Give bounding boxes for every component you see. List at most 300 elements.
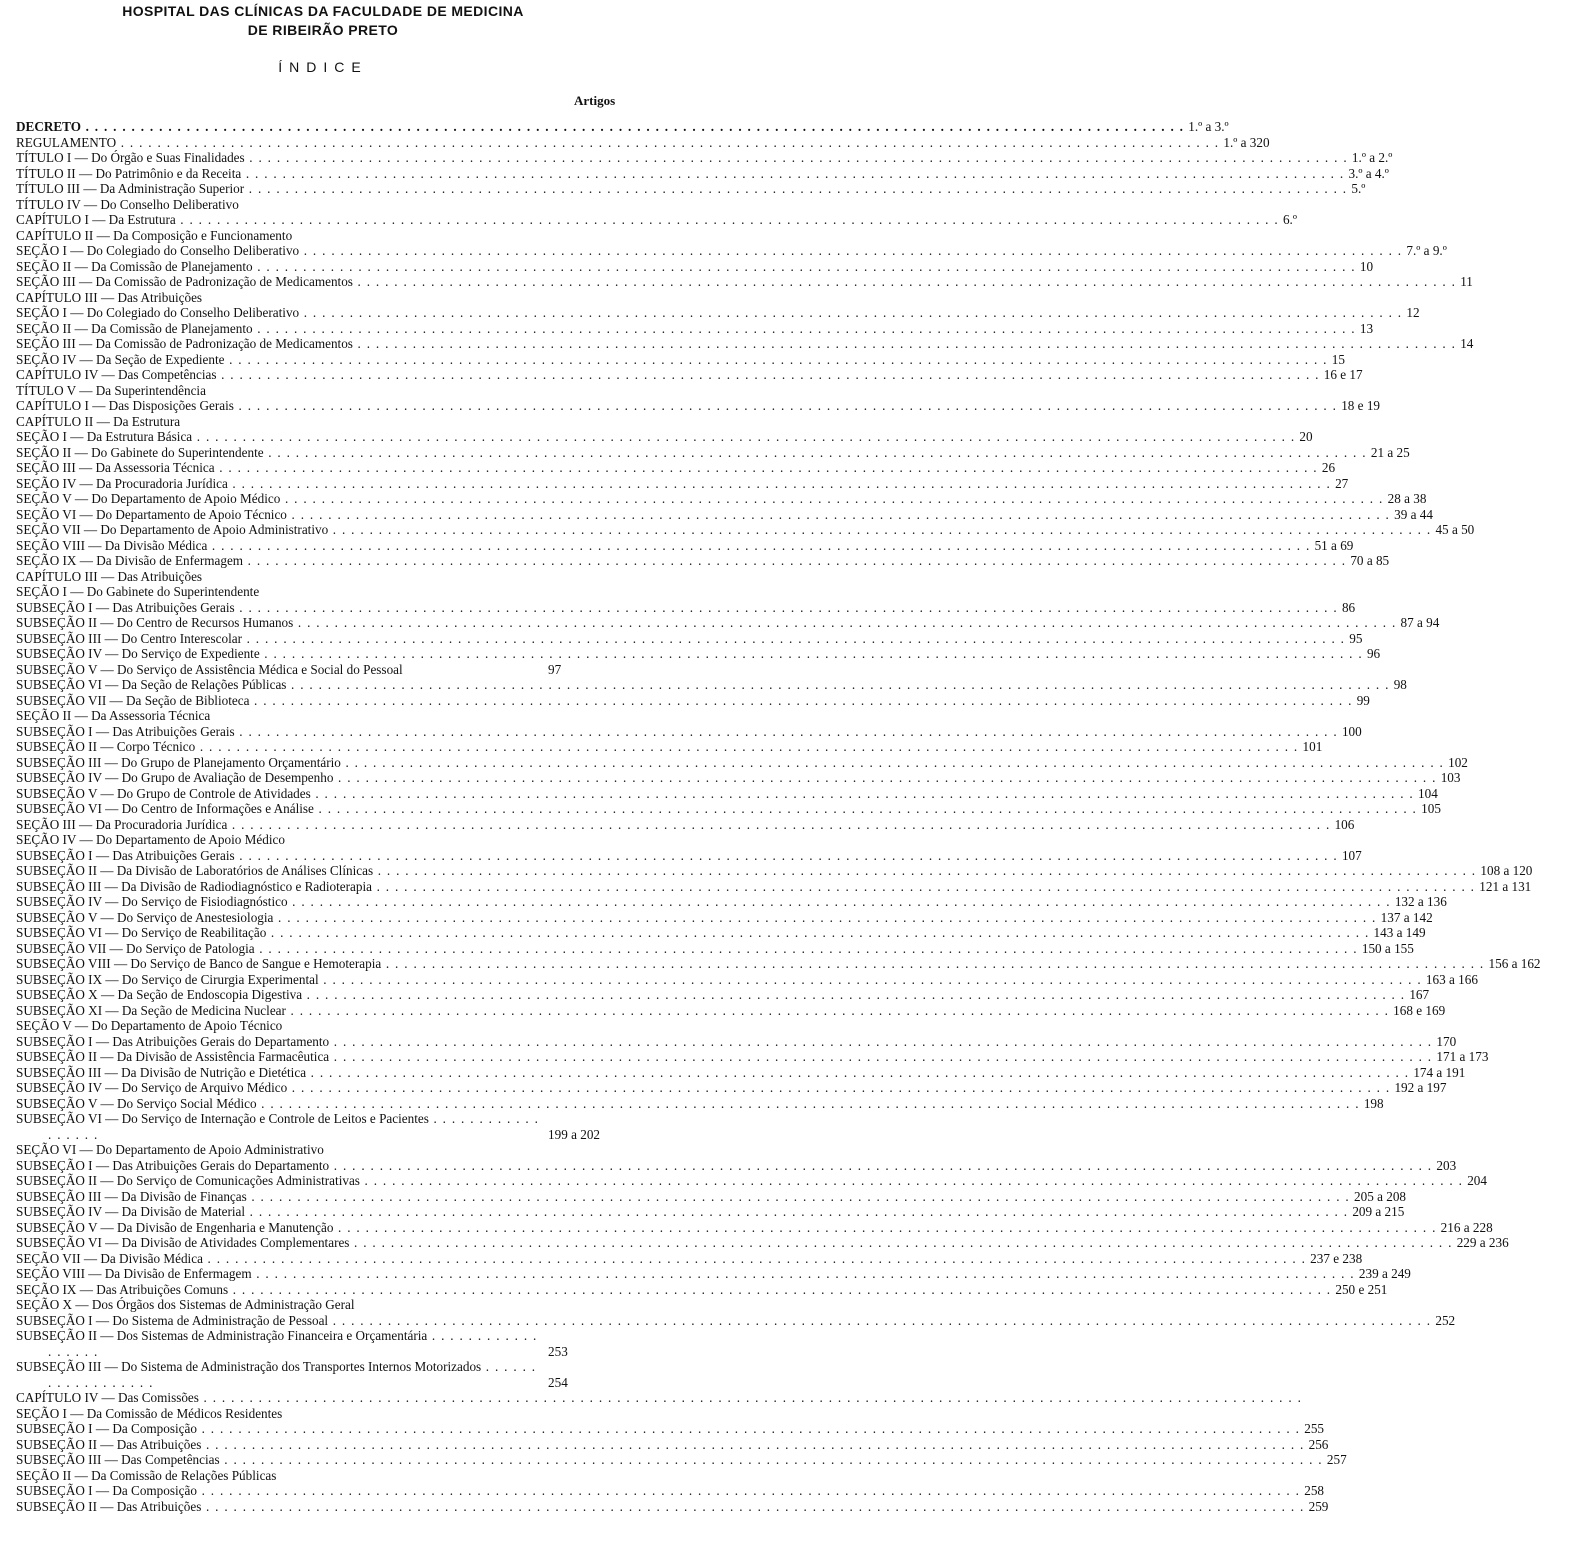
toc-entry-label bbox=[16, 1034, 1432, 1050]
toc-entry-text: SUBSEÇÃO I — Do Sistema de Administração de Pessoal bbox=[16, 1312, 329, 1328]
leader-dots: . . . . . . . . . . . . . . . . . . . . . . . . . . . . . . . . . . . . . . . . . . . . . . . . . . . . . . . . . . . . . . . . . . . . . . . . . . . . . . . . . . . . . . . . . . . . . . . . . . . . . . . . . . . . . . . . . . . . . . . . bbox=[293, 615, 1397, 630]
toc-entry bbox=[16, 351, 1345, 368]
toc-entry bbox=[16, 119, 1229, 135]
toc-entry-text: SEÇÃO IX — Das Atribuições Comuns bbox=[16, 1281, 229, 1297]
toc-entry-label bbox=[16, 135, 1219, 151]
articles-column-label: Artigos bbox=[574, 93, 616, 108]
toc-entry bbox=[16, 212, 1297, 228]
toc-entry-label bbox=[16, 166, 1344, 182]
toc-entry-articles: 15 bbox=[1331, 351, 1345, 367]
toc-entry-label bbox=[16, 460, 1318, 476]
toc-entry-articles: 192 a 197 bbox=[1394, 1080, 1447, 1095]
toc-entry-label bbox=[16, 848, 1338, 864]
toc-entry-text: DECRETO bbox=[16, 119, 81, 134]
toc-entry-label bbox=[16, 491, 1384, 507]
leader-dots: . . . . . . . . . . . . . . . . . . . . . . . . . . . . . . . . . . . . . . . . . . . . . . . . . . . . . . . . . . . . . . . . . . . . . . . . . . . . . . . . . . . . . . . . . . . . . . . . . . . . . . . . . . . . . . . . . . . . . . . . bbox=[196, 1421, 1301, 1436]
toc-entry-label bbox=[16, 1189, 1350, 1205]
toc-entry-label bbox=[16, 770, 1437, 786]
toc-entry-label bbox=[16, 445, 1367, 461]
toc-entry-label bbox=[16, 119, 1184, 135]
toc-entry-label bbox=[16, 429, 1295, 445]
toc-entry-text: TÍTULO III — Da Administração Superior bbox=[16, 181, 245, 196]
leader-dots: . . . . . . . . . . . . . . . . . . . . . . . . . . . . . . . . . . . . . . . . . . . . . . . . . . . . . . . . . . . . . . . . . . . . . . . . . . . . . . . . . . . . . . . . . . . . . . . . . . . . . . . . . . . . . . . . . . . . . . . . bbox=[233, 398, 1338, 413]
toc-entry-label bbox=[16, 739, 1299, 755]
toc-entry bbox=[16, 1406, 640, 1422]
toc-entry-articles: 156 a 162 bbox=[1488, 956, 1541, 971]
toc-entry-text: SUBSEÇÃO VIII — Do Serviço de Banco de Sangue e Hemoterapia bbox=[16, 956, 382, 971]
toc-entry-text: SUBSEÇÃO VI — Do Serviço de Internação e Controle de Leitos e Pacientes bbox=[16, 1111, 429, 1126]
toc-entry-articles: 16 e 17 bbox=[1323, 367, 1363, 382]
toc-entry-label bbox=[16, 181, 1347, 197]
toc-entry-label bbox=[16, 631, 1345, 647]
toc-entry-label bbox=[16, 321, 1356, 337]
toc-entry-label bbox=[16, 1437, 1305, 1453]
toc-entry-articles: 96 bbox=[1366, 646, 1381, 661]
toc-entry-articles: 1.º a 3.º bbox=[1188, 119, 1229, 134]
toc-entry-text: SEÇÃO VII — Do Departamento de Apoio Administrativo bbox=[16, 522, 329, 537]
toc-entry-label bbox=[16, 538, 1311, 554]
toc-entry bbox=[16, 987, 1430, 1003]
toc-entry-label bbox=[16, 1204, 1348, 1220]
toc-entry-articles: 150 a 155 bbox=[1361, 940, 1414, 956]
toc-entry-label bbox=[16, 956, 1485, 972]
leader-dots: . . . . . . . . . . . . . . . . . . . . . . . . . . . . . . . . . . . . . . . . . . . . . . . . . . . . . . . . . . . . . . . . . . . . . . . . . . . . . . . . . . . . . . . . . . . . . . . . . . . . . . . . . . . . . . . . . . . . . . . . bbox=[328, 522, 1432, 537]
toc-entry-label bbox=[16, 879, 1475, 895]
toc-entry-label bbox=[16, 1499, 1305, 1515]
toc-entry-articles: 252 bbox=[1435, 1312, 1456, 1328]
toc-entry-label bbox=[16, 243, 1402, 259]
toc-entry bbox=[16, 429, 1313, 445]
toc-entry-articles: 105 bbox=[1421, 801, 1441, 816]
toc-entry-text: SUBSEÇÃO II — Da Divisão de Assistência Farmacêutica bbox=[16, 1049, 330, 1064]
toc-entry-articles: 39 a 44 bbox=[1394, 506, 1433, 522]
leader-dots: . . . . . . . . . . . . . . . . . . . . . . . . . . . . . . . . . . . . . . . . . . . . . . . . . . . . . . . . . . . . . . . . . . . . . . . . . . . . . . . . . . . . . . . . . . . . . . . . . . . . . . . . . . . . . . . . . . . . . . . . bbox=[287, 894, 1391, 909]
leader-dots: . . . . . . . . . . . . . . . . . . . . . . . . . . . . . . . . . . . . . . . . . . . . . . . . . . . . . . . . . . . . . . . . . . . . . . . . . . . . . . . . . . . . . . . . . . . . . . . . . . . . . . . . . . . . . . . . . . . . . . . . bbox=[381, 956, 1485, 971]
leader-dots: . . . . . . . . . . . . . . . . . . . . . . . . . . . . . . . . . . . . . . . . . . . . . . . . . . . . . . . . . . . . . . . . . . . . . . . . . . . . . . . . . . . . . . . . . . . . . . . . . . . . . . . . . . . . . . . . . . . . . . . . bbox=[352, 336, 1457, 351]
toc-entry-articles: 101 bbox=[1302, 739, 1323, 754]
toc-entry-label bbox=[16, 259, 1356, 275]
toc-entry-articles: 6.º bbox=[1282, 212, 1297, 227]
leader-dots: . . . . . . . . . . . . . . . . . . . . . . . . . . . . . . . . . . . . . . . . . . . . . . . . . . . . . . . . . . . . . . . . . . . . . . . . . . . . . . . . . . . . . . . . . . . . . . . . . . . . . . . . . . . . . . . . . . . . . . . . bbox=[243, 553, 1347, 568]
toc-entry-articles: 45 a 50 bbox=[1435, 522, 1475, 537]
toc-entry bbox=[16, 584, 640, 600]
toc-entry-text: SEÇÃO III — Da Procuradoria Jurídica bbox=[16, 816, 228, 832]
toc-entry-articles: 137 a 142 bbox=[1380, 909, 1433, 925]
toc-entry-articles: 170 bbox=[1436, 1033, 1457, 1049]
leader-dots: . . . . . . . . . . . . . . . . . . . . . . . . . . . . . . . . . . . . . . . . . . . . . . . . . . . . . . . . . . . . . . . . . . . . . . . . . . . . . . . . . . . . . . . . . . . . . . . . . . . . . . . . . . . . . . . . . . . . . . . . bbox=[201, 1498, 1305, 1514]
toc-entry bbox=[16, 1049, 1489, 1065]
toc-entry-label bbox=[16, 336, 1456, 352]
toc-entry bbox=[16, 1250, 1363, 1267]
toc-entry bbox=[16, 1266, 1411, 1282]
toc-entry-text: SEÇÃO I — Do Gabinete do Superintendente bbox=[16, 584, 260, 599]
toc-entry bbox=[16, 785, 1438, 802]
leader-dots: . . . . . . . . . . . . . . . . . . bbox=[48, 1111, 540, 1142]
toc-entry bbox=[16, 228, 640, 244]
document-title-line-2: DE RIBEIRÃO PRETO bbox=[247, 22, 399, 38]
toc-entry-articles: 121 a 131 bbox=[1479, 878, 1532, 894]
leader-dots: . . . . . . . . . . . . . . . . . . . . . . . . . . . . . . . . . . . . . . . . . . . . . . . . . . . . . . . . . . . . . . . . . . . . . . . . . . . . . . . . . . . . . . . . . . . . . . . . . . . . . . . . . . . . . . . . . . . . . . . . bbox=[299, 243, 1403, 258]
toc-entry-label bbox=[16, 786, 1414, 802]
toc-entry-articles: 100 bbox=[1341, 723, 1362, 739]
document-title-line-1: HOSPITAL DAS CLÍNICAS DA FACULDADE DE MEDICINA bbox=[122, 3, 524, 19]
toc-entry-text: SUBSEÇÃO II — Das Atribuições bbox=[16, 1436, 202, 1452]
leader-dots: . . . . . . . . . . . . . . . . . . . . . . . . . . . . . . . . . . . . . . . . . . . . . . . . . . . . . . . . . . . . . . . . . . . . . . . . . . . . . . . . . . . . . . . . . . . . . . . . . . . . . . . . . . . . . . . . . . . . . . . . bbox=[195, 739, 1299, 754]
toc-entry bbox=[16, 150, 1393, 166]
toc-entry-articles: 51 a 69 bbox=[1314, 537, 1354, 553]
toc-entry-articles: 95 bbox=[1349, 630, 1363, 646]
leader-dots: . . . . . . . . . . . . . . . . . . . . . . . . . . . . . . . . . . . . . . . . . . . . . . . . . . . . . . . . . . . . . . . . . . . . . . . . . . . . . . . . . . . . . . . . . . . . . . . . . . . . . . . . . . . . . . . . . . . . . . . . bbox=[313, 801, 1418, 816]
leader-dots: . . . . . . . . . . . . . . . . . . bbox=[48, 1328, 538, 1359]
toc-entry-text: SEÇÃO IX — Da Divisão de Enfermagem bbox=[16, 553, 244, 568]
toc-entry-label bbox=[16, 1111, 544, 1142]
toc-entry bbox=[16, 677, 1407, 693]
toc-entry-text: SUBSEÇÃO I — Da Composição bbox=[16, 1421, 197, 1436]
toc-entry-text: SUBSEÇÃO III — Do Grupo de Planejamento Orçamentário bbox=[16, 754, 341, 770]
leader-dots: . . . . . . . . . . . . . . . . . . . . . . . . . . . . . . . . . . . . . . . . . . . . . . . . . . . . . . . . . . . . . . . . . . . . . . . . . . . . . . . . . . . . . . . . . . . . . . . . . . . . . . . . . . . . . . . . . . . . . . . . bbox=[252, 320, 1356, 336]
toc-entry-text: SEÇÃO II — Da Comissão de Planejamento bbox=[16, 320, 253, 336]
toc-entry bbox=[16, 723, 1362, 740]
toc-entry-text: TÍTULO II — Do Patrimônio e da Receita bbox=[16, 165, 242, 181]
toc-entry-text: SUBSEÇÃO IV — Do Grupo de Avaliação de Desempenho bbox=[16, 770, 334, 785]
toc-entry-text: SUBSEÇÃO VI — Da Seção de Relações Públicas bbox=[16, 677, 287, 692]
leader-dots: . . . . . . . . . . . . . . . . . . . . . . . . . . . . . . . . . . . . . . . . . . . . . . . . . . . . . . . . . . . . . . . . . . . . . . . . . . . . . . . . . . . . . . . . . . . . . . . . . . . . . . . . . . . . . . . . . . . . . . . . bbox=[259, 646, 1363, 661]
toc-entry-label bbox=[16, 383, 544, 399]
toc-entry-text: SUBSEÇÃO V — Do Grupo de Controle de Atividades bbox=[16, 785, 311, 801]
leader-dots: . . . . . . . . . . . . . . . . . . . . . . . . . . . . . . . . . . . . . . . . . . . . . . . . . . . . . . . . . . . . . . . . . . . . . . . . . . . . . . . . . . . . . . . . . . . . . . . . . . . . . . . . . . . . . . . . . . . . . . . . bbox=[234, 599, 1338, 615]
leader-dots: . . . . . . . . . . . . . . . . . . . . . . . . . . . . . . . . . . . . . . . . . . . . . . . . . . . . . . . . . . . . . . . . . . . . . . . . . . . . . . . . . . . . . . . . . . . . . . . . . . . . . . . . . . . . . . . . . . . . . . . . bbox=[80, 119, 1185, 134]
toc-entry bbox=[16, 197, 640, 213]
toc-entry-text: SEÇÃO VI — Do Departamento de Apoio Técnico bbox=[16, 506, 287, 522]
toc-entry-articles: 258 bbox=[1304, 1483, 1324, 1498]
toc-entry-text: SEÇÃO III — Da Comissão de Padronização de Medicamentos bbox=[16, 336, 353, 351]
toc-entry bbox=[16, 878, 1532, 895]
toc-entry-label bbox=[16, 1328, 544, 1359]
toc-entry-text: SUBSEÇÃO IV — Do Serviço de Expediente bbox=[16, 646, 260, 661]
toc-entry bbox=[16, 1483, 1324, 1499]
toc-entry-label bbox=[16, 1297, 544, 1313]
toc-entry-label bbox=[16, 1468, 544, 1484]
toc-entry-label bbox=[16, 972, 1422, 988]
toc-entry-articles: 205 a 208 bbox=[1354, 1188, 1407, 1204]
toc-entry bbox=[16, 832, 640, 848]
toc-entry-label bbox=[16, 1390, 1302, 1406]
toc-entry-articles: 70 a 85 bbox=[1350, 553, 1390, 568]
toc-entry-label bbox=[16, 476, 1331, 492]
toc-entry-articles: 26 bbox=[1321, 460, 1336, 475]
toc-entry-label bbox=[16, 817, 1331, 833]
toc-entry-articles: 250 e 251 bbox=[1335, 1281, 1388, 1297]
toc-entry-label bbox=[16, 987, 1405, 1003]
toc-entry bbox=[16, 925, 1426, 941]
leader-dots: . . . . . . . . . . . . . . . . . . . . . . . . . . . . . . . . . . . . . . . . . . . . . . . . . . . . . . . . . . . . . . . . . . . . . . . . . . . . . . . . . . . . . . . . . . . . . . . . . . . . . . . . . . . . . . . . . . . . . . . . bbox=[286, 506, 1391, 522]
toc-entry bbox=[16, 367, 1363, 383]
toc-entry-text: CAPÍTULO I — Da Estrutura bbox=[16, 212, 176, 227]
toc-entry-label bbox=[16, 290, 544, 306]
toc-entry bbox=[16, 692, 1370, 709]
leader-dots: . . . . . . . . . . . . . . . . . . . . . . . . . . . . . . . . . . . . . . . . . . . . . . . . . . . . . . . . . . . . . . . . . . . . . . . . . . . . . . . . . . . . . . . . . . . . . . . . . . . . . . . . . . . . . . . . . . . . . . . . bbox=[285, 1002, 1390, 1018]
toc-entry bbox=[16, 1095, 1384, 1112]
toc-entry-text: SUBSEÇÃO VII — Da Seção de Biblioteca bbox=[16, 692, 250, 708]
toc-entry-label bbox=[16, 305, 1402, 321]
toc-entry bbox=[16, 708, 640, 724]
toc-entry-text: SUBSEÇÃO V — Do Serviço de Assistência Médica e Social do Pessoal bbox=[16, 661, 403, 677]
toc-entry-articles: 1.º a 320 bbox=[1223, 134, 1270, 150]
toc-entry-text: SEÇÃO II — Da Assessoria Técnica bbox=[16, 708, 211, 723]
toc-entry bbox=[16, 1002, 1446, 1019]
toc-entry bbox=[16, 506, 1433, 523]
toc-entry-articles: 18 e 19 bbox=[1341, 398, 1381, 413]
toc-entry-label bbox=[16, 584, 544, 600]
toc-entry bbox=[16, 1281, 1388, 1298]
leader-dots: . . . . . . . . . . . . . . . . . . . . . . . . . . . . . . . . . . . . . . . . . . . . . . . . . . . . . . . . . . . . . . . . . . . . . . . . . . . . . . . . . . . . . . . . . . . . . . . . . . . . . . . . . . . . . . . . . . . . . . . . bbox=[359, 1173, 1464, 1188]
toc-entry-label bbox=[16, 1018, 544, 1034]
leader-dots: . . . . . . . . . . . . . . . . . . . . . . . . . . . . . . . . . . . . . . . . . . . . . . . . . . . . . . . . . . . . . . . . . . . . . . . . . . . . . . . . . . . . . . . . . . . . . . . . . . . . . . . . . . . . . . . . . . . . . . . . bbox=[329, 1033, 1433, 1049]
toc-entry-text: SEÇÃO II — Da Comissão de Planejamento bbox=[16, 258, 253, 274]
toc-entry-label bbox=[16, 708, 544, 724]
leader-dots: . . . . . . . . . . . . . . . . . . . . . . . . . . . . . . . . . . . . . . . . . . . . . . . . . . . . . . . . . . . . . . . . . . . . . . . . . . . . . . . . . . . . . . . . . . . . . . . . . . . . . . . . . . . . . . . . . . . . . . . . bbox=[202, 1250, 1307, 1266]
toc-entry bbox=[16, 1312, 1456, 1329]
toc-entry bbox=[16, 770, 1461, 786]
toc-entry-text: SEÇÃO VIII — Da Divisão de Enfermagem bbox=[16, 1266, 252, 1281]
toc-entry-text: TÍTULO V — Da Superintendência bbox=[16, 382, 206, 398]
toc-entry-articles: 107 bbox=[1341, 847, 1362, 863]
toc-entry bbox=[16, 398, 1381, 414]
toc-entry-label bbox=[16, 1173, 1463, 1189]
leader-dots: . . . . . . . . . . . . . . . . . . . . . . . . . . . . . . . . . . . . . . . . . . . . . . . . . . . . . . . . . . . . . . . . . . . . . . . . . . . . . . . . . . . . . . . . . . . . . . . . . . . . . . . . . . . . . . . . . . . . . . . . bbox=[241, 165, 1345, 181]
toc-entry-label bbox=[16, 150, 1348, 166]
toc-entry bbox=[16, 1235, 1509, 1251]
toc-entry-label bbox=[16, 910, 1377, 926]
toc-entry-articles: 167 bbox=[1409, 987, 1430, 1002]
toc-entry-text: TÍTULO IV — Do Conselho Deliberativo bbox=[16, 196, 239, 212]
toc-entry-label bbox=[16, 228, 544, 244]
toc-entry-label bbox=[16, 352, 1328, 368]
toc-entry-text: SEÇÃO V — Do Departamento de Apoio Técnico bbox=[16, 1018, 283, 1033]
toc-entry bbox=[16, 754, 1468, 771]
toc-entry-text: SUBSEÇÃO I — Das Atribuições Gerais bbox=[16, 599, 235, 615]
toc-entry-articles: 209 a 215 bbox=[1352, 1204, 1405, 1219]
leader-dots: . . . . . . . . . . . . . . . . . . . . . . . . . . . . . . . . . . . . . . . . . . . . . . . . . . . . . . . . . . . . . . . . . . . . . . . . . . . . . . . . . . . . . . . . . . . . . . . . . . . . . . . . . . . . . . . . . . . . . . . . bbox=[196, 1483, 1301, 1498]
toc-entry-label bbox=[16, 1313, 1431, 1329]
toc-entry-label bbox=[16, 1421, 1300, 1437]
toc-entry-text: SUBSEÇÃO X — Da Seção de Endoscopia Digestiva bbox=[16, 987, 303, 1002]
leader-dots: . . . . . . . . . . . . . . . . . . . . . . . . . . . . . . . . . . . . . . . . . . . . . . . . . . . . . . . . . . . . . . . . . . . . . . . . . . . . . . . . . . . . . . . . . . . . . . . . . . . . . . . . . . . . . . . . . . . . . . . . bbox=[216, 367, 1320, 382]
toc-entry-text: SUBSEÇÃO IX — Do Serviço de Cirurgia Experimental bbox=[16, 971, 319, 987]
toc-entry-text: SUBSEÇÃO III — Da Divisão de Finanças bbox=[16, 1188, 247, 1204]
toc-entry-label bbox=[16, 1483, 1300, 1499]
toc-entry-text: SEÇÃO VII — Da Divisão Médica bbox=[16, 1250, 203, 1266]
leader-dots: . . . . . . . . . . . . . . . . . . . . . . . . . . . . . . . . . . . . . . . . . . . . . . . . . . . . . . . . . . . . . . . . . . . . . . . . . . . . . . . . . . . . . . . . . . . . . . . . . . . . . . . . . . . . . . . . . . . . . . . . bbox=[373, 863, 1477, 878]
leader-dots: . . . . . . . . . . . . . . . . . . . . . . . . . . . . . . . . . . . . . . . . . . . . . . . . . . . . . . . . . . . . . . . . . . . . . . . . . . . . . . . . . . . . . . . . . . . . . . . . . . . . . . . . . . . . . . . . . . . . . . . . bbox=[299, 305, 1403, 320]
toc-entry-articles: 98 bbox=[1393, 677, 1407, 692]
toc-entry-text: CAPÍTULO IV — Das Competências bbox=[16, 367, 217, 382]
leader-dots: . . . . . . . . . . . . . . . . . . . . . . . . . . . . . . . . . . . . . . . . . . . . . . . . . . . . . . . . . . . . . . . . . . . . . . . . . . . . . . . . . . . . . . . . . . . . . . . . . . . . . . . . . . . . . . . . . . . . . . . . bbox=[207, 537, 1311, 553]
toc-entry bbox=[16, 1173, 1487, 1189]
toc-entry-text: SUBSEÇÃO I — Das Atribuições Gerais bbox=[16, 847, 235, 863]
toc-entry bbox=[16, 956, 1541, 972]
toc-entry-label bbox=[16, 677, 1390, 693]
toc-entry-articles: 253 bbox=[548, 1343, 568, 1359]
toc-entry-text: SUBSEÇÃO IV — Do Serviço de Arquivo Médico bbox=[16, 1080, 288, 1095]
leader-dots: . . . . . . . . . . . . . . . . . . . . . . . . . . . . . . . . . . . . . . . . . . . . . . . . . . . . . . . . . . . . . . . . . . . . . . . . . . . . . . . . . . . . . . . . . . . . . . . . . . . . . . . . . . . . . . . . . . . . . . . . bbox=[116, 134, 1220, 150]
toc-entry-label bbox=[16, 1452, 1323, 1468]
toc-entry-text: SUBSEÇÃO IV — Do Serviço de Fisiodiagnóstico bbox=[16, 894, 288, 909]
toc-entry-label bbox=[16, 662, 544, 678]
toc-entry bbox=[16, 243, 1447, 259]
toc-entry-label bbox=[16, 755, 1444, 771]
toc-entry-articles: 254 bbox=[548, 1374, 568, 1390]
leader-dots: . . . . . . . . . . . . . . . . . . . . . . . . . . . . . . . . . . . . . . . . . . . . . . . . . . . . . . . . . . . . . . . . . . . . . . . . . . . . . . . . . . . . . . . . . . . . . . . . . . . . . . . . . . . . . . . . . . . . . . . . bbox=[192, 429, 1296, 444]
leader-dots: . . . . . . . . . . . . . . . . . . . . . . . . . . . . . . . . . . . . . . . . . . . . . . . . . . . . . . . . . . . . . . . . . . . . . . . . . . . . . . . . . . . . . . . . . . . . . . . . . . . . . . . . . . . . . . . . . . . . . . . . bbox=[227, 475, 1332, 491]
toc-entry-articles: 198 bbox=[1363, 1095, 1384, 1111]
toc-entry-text: SEÇÃO VIII — Da Divisão Médica bbox=[16, 537, 208, 553]
toc-entry bbox=[16, 971, 1478, 988]
toc-entry-articles: 10 bbox=[1359, 258, 1374, 274]
toc-entry bbox=[16, 1452, 1347, 1468]
toc-entry-label bbox=[16, 863, 1476, 879]
toc-entry-text: SEÇÃO VI — Do Departamento de Apoio Administrativo bbox=[16, 1142, 324, 1157]
toc-entry-articles: 20 bbox=[1299, 429, 1313, 444]
toc-entry-articles: 203 bbox=[1436, 1157, 1457, 1173]
toc-entry-text: SUBSEÇÃO XI — Da Seção de Medicina Nuclear bbox=[16, 1002, 286, 1018]
table-of-contents bbox=[16, 119, 1541, 1514]
toc-entry-articles: 257 bbox=[1326, 1452, 1347, 1467]
leader-dots: . . . . . . . . . . . . . . . . . . . . . . . . . . . . . . . . . . . . . . . . . . . . . . . . . . . . . . . . . . . . . . . . . . . . . . . . . . . . . . . . . . . . . . . . . . . . . . . . . . . . . . . . . . . . . . . . . . . . . . . . bbox=[256, 1095, 1360, 1111]
toc-entry-articles: 97 bbox=[548, 661, 562, 677]
toc-entry-text: SEÇÃO II — Da Comissão de Relações Públicas bbox=[16, 1467, 277, 1483]
toc-entry-articles: 255 bbox=[1304, 1421, 1324, 1436]
toc-entry-text: CAPÍTULO II — Da Composição e Funcionamento bbox=[16, 227, 293, 243]
toc-entry-articles: 168 e 169 bbox=[1393, 1002, 1446, 1018]
toc-entry bbox=[16, 1188, 1407, 1205]
toc-entry-label bbox=[16, 1406, 544, 1422]
toc-entry-label bbox=[16, 1096, 1360, 1112]
toc-entry-articles: 86 bbox=[1341, 599, 1356, 615]
leader-dots: . . . . . . . . . . . . . . . . . . . . . . . . . . . . . . . . . . . . . . . . . . . . . . . . . . . . . . . . . . . . . . . . . . . . . . . . . . . . . . . . . . . . . . . . . . . . . . . . . . . . . . . . . . . . . . . . . . . . . . . . bbox=[263, 444, 1367, 460]
toc-entry bbox=[16, 894, 1447, 910]
toc-entry-articles: 99 bbox=[1356, 692, 1370, 708]
toc-entry-label bbox=[16, 398, 1337, 414]
toc-entry-text: SUBSEÇÃO IV — Da Divisão de Material bbox=[16, 1204, 246, 1219]
leader-dots: . . . . . . . . . . . . . . . . . . . . . . . . . . . . . . . . . . . . . . . . . . . . . . . . . . . . . . . . . . . . . . . . . . . . . . . . . . . . . . . . . . . . . . . . . . . . . . . . . . . . . . . . . . . . . . . . . . . . . . . . bbox=[228, 1281, 1332, 1297]
toc-entry bbox=[16, 491, 1427, 507]
leader-dots: . . . . . . . . . . . . . . . . . . . . . . . . . . . . . . . . . . . . . . . . . . . . . . . . . . . . . . . . . . . . . . . . . . . . . . . . . . . . . . . . . . . . . . . . . . . . . . . . . . . . . . . . . . . . . . . . . . . . . . . . bbox=[349, 1235, 1453, 1250]
toc-entry-text: SUBSEÇÃO II — Da Divisão de Laboratórios de Análises Clínicas bbox=[16, 863, 374, 878]
toc-entry bbox=[16, 553, 1390, 569]
toc-entry bbox=[16, 1468, 640, 1484]
toc-entry-label bbox=[16, 801, 1417, 817]
toc-entry bbox=[16, 1359, 640, 1390]
leader-dots: . . . . . . . . . . . . . . . . . . . . . . . . . . . . . . . . . . . . . . . . . . . . . . . . . . . . . . . . . . . . . . . . . . . . . . . . . . . . . . . . . . . . . . . . . . . . . . . . . . . . . . . . . . . . . . . . . . . . . . . . bbox=[328, 1312, 1432, 1328]
toc-entry bbox=[16, 165, 1389, 182]
toc-entry bbox=[16, 940, 1414, 957]
toc-entry bbox=[16, 1390, 1303, 1406]
toc-entry-text: CAPÍTULO IV — Das Comissões bbox=[16, 1390, 199, 1405]
toc-entry-label bbox=[16, 212, 1279, 228]
toc-entry-text: CAPÍTULO III — Das Atribuições bbox=[16, 289, 203, 305]
toc-entry bbox=[16, 1219, 1493, 1236]
toc-entry-articles: 108 a 120 bbox=[1480, 863, 1533, 878]
leader-dots: . . . . . . . . . . . . . . . . . . . . . . . . . . . . . . . . . . . . . . . . . . . . . . . . . . . . . . . . . . . . . . . . . . . . . . . . . . . . . . . . . . . . . . . . . . . . . . . . . . . . . . . . . . . . . . . . . . . . . . . . bbox=[287, 1080, 1391, 1095]
toc-entry-articles: 3.º a 4.º bbox=[1348, 165, 1389, 181]
toc-entry-label bbox=[16, 274, 1456, 290]
toc-entry-text: SEÇÃO I — Da Comissão de Médicos Residentes bbox=[16, 1405, 283, 1421]
toc-entry-label bbox=[16, 197, 544, 213]
toc-entry-label bbox=[16, 1080, 1390, 1096]
toc-entry bbox=[16, 1064, 1466, 1081]
toc-entry-articles: 237 e 238 bbox=[1310, 1250, 1363, 1266]
leader-dots: . . . . . . . . . . . . . . . . . . . . . . . . . . . . . . . . . . . . . . . . . . . . . . . . . . . . . . . . . . . . . . . . . . . . . . . . . . . . . . . . . . . . . . . . . . . . . . . . . . . . . . . . . . . . . . . . . . . . . . . . bbox=[227, 816, 1331, 832]
toc-entry-label bbox=[16, 600, 1338, 616]
toc-entry bbox=[16, 290, 640, 306]
toc-entry-text: SUBSEÇÃO II — Dos Sistemas de Administração Financeira e Orçamentária bbox=[16, 1328, 428, 1343]
leader-dots: . . . . . . . . . . . . . . . . . . . . . . . . . . . . . . . . . . . . . . . . . . . . . . . . . . . . . . . . . . . . . . . . . . . . . . . . . . . . . . . . . . . . . . . . . . . . . . . . . . . . . . . . . . . . . . . . . . . . . . . . bbox=[252, 258, 1356, 274]
toc-entry-articles: 14 bbox=[1460, 336, 1474, 351]
leader-dots: . . . . . . . . . . . . . . . . . . . . . . . . . . . . . . . . . . . . . . . . . . . . . . . . . . . . . . . . . . . . . . . . . . . . . . . . . . . . . . . . . . . . . . . . . . . . . . . . . . . . . . . . . . . . . . . . . . . . . . . . bbox=[234, 847, 1338, 863]
toc-entry-articles: 28 a 38 bbox=[1387, 491, 1427, 506]
toc-entry-articles: 199 a 202 bbox=[548, 1126, 601, 1142]
toc-entry-label bbox=[16, 1003, 1389, 1019]
toc-entry-text: SEÇÃO V — Do Departamento de Apoio Médico bbox=[16, 491, 281, 506]
toc-entry bbox=[16, 444, 1410, 461]
leader-dots: . . . . . . . . . . . . . . . . . . . . . . . . . . . . . . . . . . . . . . . . . . . . . . . . . . . . . . . . . . . . . . . . . . . . . . . . . . . . . . . . . . . . . . . . . . . . . . . . . . . . . . . . . . . . . . . . . . . . . . . . bbox=[310, 785, 1415, 801]
toc-entry-articles: 102 bbox=[1448, 754, 1468, 770]
leader-dots: . . . . . . . . . . . . . . . . . . . . . . . . . . . . . . . . . . . . . . . . . . . . . . . . . . . . . . . . . . . . . . . . . . . . . . . . . . . . . . . . . . . . . . . . . . . . . . . . . . . . . . . . . . . . . . . . . . . . . . . . bbox=[280, 491, 1384, 506]
leader-dots: . . . . . . . . . . . . . . . . . . . . . . . . . . . . . . . . . . . . . . . . . . . . . . . . . . . . . . . . . . . . . . . . . . . . . . . . . . . . . . . . . . . . . . . . . . . . . . . . . . . . . . . . . . . . . . . . . . . . . . . . bbox=[249, 692, 1353, 708]
toc-entry-articles: 1.º a 2.º bbox=[1351, 150, 1393, 165]
toc-entry-label bbox=[16, 367, 1320, 383]
toc-entry-label bbox=[16, 414, 544, 430]
toc-entry-text: SUBSEÇÃO II — Corpo Técnico bbox=[16, 739, 196, 754]
toc-entry-articles: 204 bbox=[1467, 1173, 1487, 1188]
toc-entry bbox=[16, 646, 1381, 662]
toc-entry-articles: 21 a 25 bbox=[1370, 444, 1410, 460]
toc-entry-articles: 239 a 249 bbox=[1358, 1266, 1411, 1281]
toc-entry-text: SEÇÃO III — Da Comissão de Padronização de Medicamentos bbox=[16, 274, 353, 289]
toc-entry-text: SEÇÃO III — Da Assessoria Técnica bbox=[16, 460, 215, 475]
toc-entry bbox=[16, 739, 1323, 755]
toc-entry-label bbox=[16, 553, 1346, 569]
toc-entry-label bbox=[16, 724, 1338, 740]
leader-dots: . . . . . . . . . . . . . . . . . . . . . . . . . . . . . . . . . . . . . . . . . . . . . . . . . . . . . . . . . . . . . . . . . . . . . . . . . . . . . . . . . . . . . . . . . . . . . . . . . . . . . . . . . . . . . . . . . . . . . . . . bbox=[175, 212, 1279, 227]
toc-entry-text: SEÇÃO I — Da Estrutura Básica bbox=[16, 429, 193, 444]
toc-entry-label bbox=[16, 1220, 1437, 1236]
toc-entry-articles: 5.º bbox=[1351, 181, 1366, 196]
toc-entry-articles: 216 a 228 bbox=[1440, 1219, 1493, 1235]
toc-entry-text: SUBSEÇÃO II — Das Atribuições bbox=[16, 1498, 202, 1514]
leader-dots: . . . . . . . . . . . . . . . . . . . . . . . . . . . . . . . . . . . . . . . . . . . . . . . . . . . . . . . . . . . . . . . . . . . . . . . . . . . . . . . . . . . . . . . . . . . . . . . . . . . . . . . . . . . . . . . . . . . . . . . . bbox=[198, 1390, 1303, 1405]
toc-entry-articles: 27 bbox=[1335, 475, 1349, 491]
leader-dots: . . . . . . . . . . . . . . . . . . . . . . . . . . . . . . . . . . . . . . . . . . . . . . . . . . . . . . . . . . . . . . . . . . . . . . . . . . . . . . . . . . . . . . . . . . . . . . . . . . . . . . . . . . . . . . . . . . . . . . . . bbox=[251, 1266, 1355, 1281]
toc-entry-text: SEÇÃO IV — Da Procuradoria Jurídica bbox=[16, 475, 228, 491]
toc-entry-text: SEÇÃO I — Do Colegiado do Conselho Deliberativo bbox=[16, 305, 300, 320]
leader-dots: . . . . . . . . . . . . . . . . . . . . . . . . . . . . . . . . . . . . . . . . . . . . . . . . . . . . . . . . . . . . . . . . . . . . . . . . . . . . . . . . . . . . . . . . . . . . . . . . . . . . . . . . . . . . . . . . . . . . . . . . bbox=[329, 1157, 1433, 1173]
leader-dots: . . . . . . . . . . . . . . . . . . . . . . . . . . . . . . . . . . . . . . . . . . . . . . . . . . . . . . . . . . . . . . . . . . . . . . . . . . . . . . . . . . . . . . . . . . . . . . . . . . . . . . . . . . . . . . . . . . . . . . . . bbox=[352, 274, 1457, 289]
toc-entry-label bbox=[16, 1359, 544, 1390]
leader-dots: . . . . . . . . . . . . . . . . . . . . . . . . . . . . . . . . . . . . . . . . . . . . . . . . . . . . . . . . . . . . . . . . . . . . . . . . . . . . . . . . . . . . . . . . . . . . . . . . . . . . . . . . . . . . . . . . . . . . . . . . bbox=[318, 971, 1422, 987]
toc-entry bbox=[16, 847, 1362, 864]
toc-entry bbox=[16, 1328, 640, 1359]
toc-entry-label bbox=[16, 941, 1358, 957]
toc-entry-label bbox=[16, 925, 1370, 941]
toc-entry bbox=[16, 1421, 1324, 1437]
toc-entry bbox=[16, 662, 640, 678]
toc-entry bbox=[16, 1111, 640, 1142]
toc-entry-text: SEÇÃO IV — Da Seção de Expediente bbox=[16, 351, 225, 367]
toc-entry-text: SUBSEÇÃO V — Do Serviço Social Médico bbox=[16, 1095, 257, 1111]
toc-entry-text: CAPÍTULO III — Das Atribuições bbox=[16, 568, 203, 584]
